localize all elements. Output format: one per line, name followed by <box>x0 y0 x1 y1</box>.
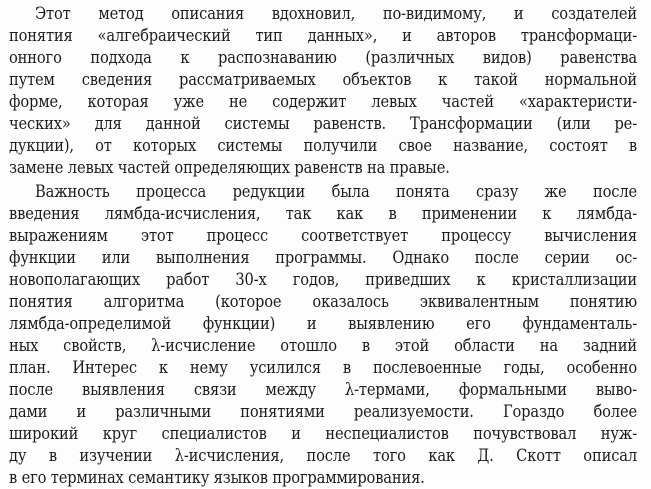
text-line: введения лямбда-исчисления, так как в применении к лямбда- <box>9 204 637 223</box>
text-line: в его терминах семантику языков программирования. <box>9 468 425 487</box>
text-line: понятия алгоритма (которое оказалось эквивалентным понятию <box>9 292 637 311</box>
text-line: ду в изучении λ-исчисления, после того как Д. Скотт описал <box>9 446 637 465</box>
text-line: выражениям этот процесс соответствует процессу вычисления <box>9 226 637 245</box>
text-line: новополагающих работ 30-х годов, приведших к кристаллизации <box>9 270 637 289</box>
text-line: после выявления связи между λ-термами, формальными выво- <box>9 380 637 399</box>
text-line: путем сведения рассматриваемых объектов к такой нормальной <box>9 70 637 89</box>
text-line: лямбда-определимой функции) и выявлению его фундаменталь- <box>9 314 637 333</box>
text-line: ных свойств, λ-исчисление отошло в этой области на задний <box>9 336 637 355</box>
text-line: Этот метод описания вдохновил, по-видимому, и создателей <box>35 4 637 23</box>
text-line: дукции), от которых системы получили свое название, состоят в <box>9 136 637 155</box>
text-line: онного подхода к распознаванию (различных видов) равенства <box>9 48 637 67</box>
text-line: план. Интерес к нему усилился в послевоенные годы, особенно <box>9 358 637 377</box>
text-line: замене левых частей определяющих равенств на правые. <box>9 158 450 177</box>
text-line: Важность процесса редукции была понята сразу же после <box>35 182 637 201</box>
text-line: ческих» для данной системы равенств. Трансформации (или ре- <box>9 114 637 133</box>
text-line: широкий круг специалистов и неспециалистов почувствовал нуж- <box>9 424 637 443</box>
text-line: функции или выполнения программы. Однако после серии ос- <box>9 248 637 267</box>
text-line: понятия «алгебраический тип данных», и авторов трансформаци- <box>9 26 637 45</box>
text-line: дами и различными понятиями реализуемости. Гораздо более <box>9 402 637 421</box>
text-line: форме, которая уже не содержит левых частей «характеристи- <box>9 92 637 111</box>
